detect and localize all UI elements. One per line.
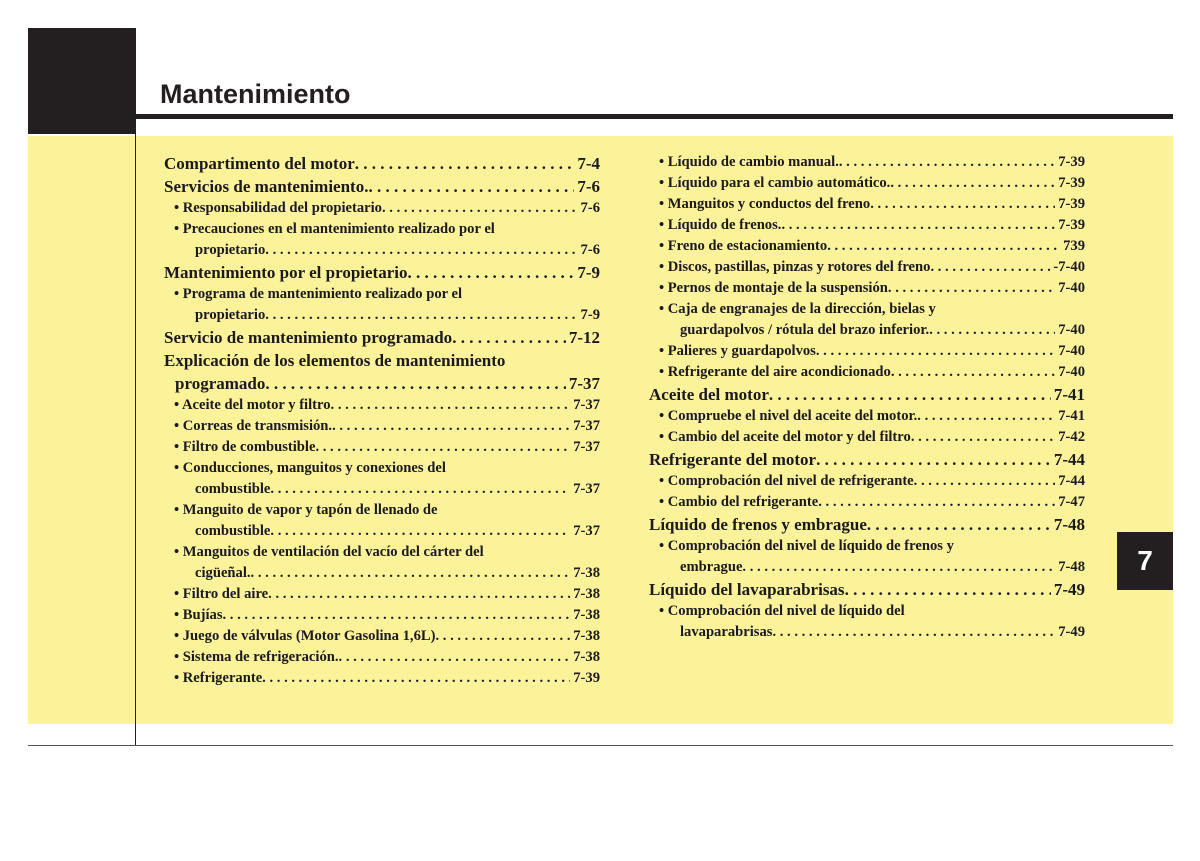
toc-entry[interactable] [164,326,600,349]
toc-entry-page: 7-38 [573,628,600,644]
toc-entry-label: • Precauciones en el mantenimiento realizado por el [174,221,495,237]
toc-entry-page: -7-40 [1053,259,1085,275]
toc-entry[interactable] [649,427,1085,448]
toc-entry [164,500,600,521]
toc-leader-dots [435,626,570,647]
toc-entry[interactable] [164,416,600,437]
toc-entry[interactable] [164,198,600,219]
toc-entry-page: 7-9 [580,307,600,323]
toc-leader-dots [265,372,565,395]
toc-leader-dots [452,326,566,349]
toc-entry [164,458,600,479]
toc-leader-dots [769,383,1051,406]
toc-entry[interactable] [649,257,1085,278]
toc-entry-label: • Cambio del aceite del motor y del filtro [659,429,911,445]
toc-entry-label: • Bujías [174,607,223,623]
toc-entry-label: Servicios de mantenimiento. [164,177,369,196]
toc-entry-label: • Programa de mantenimiento realizado por el [174,286,463,302]
toc-entry-page: 7-38 [573,565,600,581]
toc-entry[interactable] [164,668,600,689]
toc-leader-dots [265,240,577,261]
toc-entry[interactable] [649,622,1085,643]
toc-entry-label: programado [175,374,266,393]
toc-entry-label: • Líquido de cambio manual. [659,154,839,170]
toc-left-column [164,152,600,689]
toc-entry [649,299,1085,320]
toc-entry [164,219,600,240]
toc-leader-dots [223,605,571,626]
toc-entry-label: combustible [195,481,271,497]
toc-entry-page: 7-40 [1058,343,1085,359]
toc-entry[interactable] [649,236,1085,257]
toc-leader-dots [827,236,1060,257]
toc-leader-dots [867,513,1051,536]
toc-entry-label: • Conducciones, manguitos y conexiones del [174,460,446,476]
toc-entry-page: 7-37 [573,418,600,434]
toc-right-column [649,152,1085,643]
toc-entry[interactable] [164,152,600,175]
toc-entry-label: • Correas de transmisión. [174,418,333,434]
toc-entry-page: 739 [1063,238,1085,254]
toc-entry[interactable] [649,320,1085,341]
left-vertical-rule [135,134,136,746]
toc-leader-dots [930,257,1050,278]
toc-leader-dots [408,261,575,284]
toc-entry-label: • Compruebe el nivel del aceite del motor. [659,408,918,424]
toc-entry-label: • Sistema de refrigeración. [174,649,339,665]
toc-entry[interactable] [649,557,1085,578]
toc-entry-label: • Líquido de frenos. [659,217,782,233]
toc-leader-dots [890,173,1055,194]
toc-entry-page: 7-38 [573,649,600,665]
toc-entry-page: 7-37 [573,439,600,455]
toc-entry[interactable] [164,261,600,284]
toc-leader-dots [339,647,571,668]
toc-entry-page: 7-48 [1053,515,1085,534]
toc-entry-label: • Responsabilidad del propietario [174,200,382,216]
toc-entry-page: 7-39 [1058,154,1085,170]
toc-leader-dots [891,362,1055,383]
toc-entry-page: 7-6 [577,177,600,196]
toc-entry[interactable] [164,647,600,668]
toc-entry[interactable] [164,175,600,198]
toc-entry[interactable] [649,341,1085,362]
toc-leader-dots [870,194,1055,215]
toc-entry-label: Líquido del lavaparabrisas [649,580,845,599]
toc-leader-dots [368,175,574,198]
toc-entry-label: • Aceite del motor y filtro [174,397,331,413]
toc-entry-page: 7-49 [1058,624,1085,640]
toc-entry-label: Refrigerante del motor [649,450,817,469]
toc-entry-label: • Freno de estacionamiento [659,238,828,254]
toc-leader-dots [262,668,570,689]
toc-entry-page: 7-6 [580,242,600,258]
toc-entry-page: 7-39 [1058,175,1085,191]
toc-entry[interactable] [164,372,600,395]
toc-entry [164,284,600,305]
toc-entry-label: • Filtro del aire [174,586,269,602]
toc-leader-dots [331,395,571,416]
toc-entry-label: propietario [195,242,266,258]
toc-entry[interactable] [649,448,1085,471]
toc-entry[interactable] [649,152,1085,173]
toc-entry[interactable] [649,406,1085,427]
toc-entry-label: Líquido de frenos y embrague [649,515,867,534]
toc-entry-page: 7-37 [568,374,600,393]
toc-entry-label: guardapolvos / rótula del brazo inferior. [680,322,930,338]
toc-entry-label: Servicio de mantenimiento programado [164,328,453,347]
toc-entry-label: • Líquido para el cambio automático. [659,175,891,191]
toc-entry-label: • Comprobación del nivel de refrigerante [659,473,914,489]
toc-entry[interactable] [649,513,1085,536]
toc-entry[interactable] [649,383,1085,406]
toc-entry[interactable] [649,362,1085,383]
toc-entry[interactable] [164,584,600,605]
toc-entry[interactable] [164,521,600,542]
chapter-tab-number: 7 [1137,545,1153,576]
toc-entry-page: 7-39 [1058,217,1085,233]
toc-leader-dots [355,152,575,175]
toc-leader-dots [251,563,571,584]
toc-entry[interactable] [649,215,1085,236]
toc-leader-dots [772,622,1055,643]
toc-entry-page: 7-38 [573,607,600,623]
toc-leader-dots [845,578,1051,601]
toc-entry-page: 7-40 [1058,322,1085,338]
toc-entry-label: Explicación de los elementos de mantenimiento [164,351,506,370]
toc-entry-label: Aceite del motor [649,385,769,404]
toc-entry[interactable] [649,471,1085,492]
toc-entry-label: lavaparabrisas [680,624,773,640]
toc-entry-page: 7-49 [1053,580,1085,599]
toc-leader-dots [270,521,570,542]
toc-leader-dots [917,406,1055,427]
toc-leader-dots [268,584,570,605]
toc-entry [649,601,1085,622]
toc-entry-page: 7-38 [573,586,600,602]
toc-entry-label: • Refrigerante [174,670,263,686]
toc-entry-label: • Filtro de combustible [174,439,316,455]
toc-leader-dots [888,278,1055,299]
toc-entry-page: 7-44 [1058,473,1085,489]
toc-entry-page: 7-44 [1053,450,1085,469]
toc-leader-dots [839,152,1055,173]
toc-leader-dots [818,492,1055,513]
toc-entry-label: • Manguitos y conductos del freno [659,196,871,212]
toc-entry-page: 7-48 [1058,559,1085,575]
title-rule [136,114,1173,119]
toc-entry[interactable] [164,563,600,584]
toc-entry-page: 7-9 [577,263,600,282]
toc-entry-label: • Manguito de vapor y tapón de llenado de [174,502,438,518]
toc-entry-page: 7-41 [1058,408,1085,424]
toc-leader-dots [781,215,1055,236]
toc-entry-label: • Pernos de montaje de la suspensión [659,280,888,296]
toc-leader-dots [742,557,1055,578]
toc-entry-page: 7-40 [1058,364,1085,380]
toc-entry-label: • Comprobación del nivel de líquido de frenos y [659,538,954,554]
toc-entry-label: Compartimento del motor [164,154,355,173]
toc-entry-page: 7-39 [573,670,600,686]
toc-entry-page: 7-12 [568,328,600,347]
toc-leader-dots [914,471,1056,492]
toc-entry[interactable] [649,194,1085,215]
toc-entry-label: • Cambio del refrigerante [659,494,819,510]
toc-entry-page: 7-37 [573,397,600,413]
toc-entry [164,542,600,563]
header-black-block [28,28,136,134]
toc-leader-dots [929,320,1055,341]
toc-leader-dots [816,341,1055,362]
toc-entry[interactable] [649,278,1085,299]
toc-entry[interactable] [164,605,600,626]
toc-leader-dots [270,479,570,500]
toc-entry[interactable] [164,305,600,326]
toc-entry[interactable] [649,173,1085,194]
bottom-rule [28,745,1173,746]
toc-entry[interactable] [649,492,1085,513]
toc-entry-page: 7-37 [573,481,600,497]
toc-entry-label: propietario [195,307,266,323]
toc-entry[interactable] [164,626,600,647]
toc-entry [649,536,1085,557]
toc-entry-page: 7-47 [1058,494,1085,510]
toc-entry-page: 7-37 [573,523,600,539]
toc-leader-dots [816,448,1051,471]
toc-entry-page: 7-6 [580,200,600,216]
toc-entry[interactable] [649,578,1085,601]
toc-leader-dots [911,427,1055,448]
toc-entry-page: 7-39 [1058,196,1085,212]
toc-entry-label: • Palieres y guardapolvos [659,343,816,359]
page-title: Mantenimiento [160,79,351,109]
toc-entry-page: 7-40 [1058,280,1085,296]
toc-entry[interactable] [164,395,600,416]
toc-entry-page: 7-42 [1058,429,1085,445]
toc-entry-label: • Refrigerante del aire acondicionado [659,364,891,380]
toc-entry-label: • Juego de válvulas (Motor Gasolina 1,6L) [174,628,436,644]
toc-entry-label: • Caja de engranajes de la dirección, bielas y [659,301,936,317]
toc-entry-label: Mantenimiento por el propietario [164,263,408,282]
toc-entry[interactable] [164,437,600,458]
toc-entry [164,349,600,372]
toc-entry[interactable] [164,479,600,500]
toc-leader-dots [382,198,578,219]
toc-leader-dots [332,416,570,437]
toc-entry-label: cigüeñal. [195,565,251,581]
toc-entry-page: 7-41 [1053,385,1085,404]
toc-entry[interactable] [164,240,600,261]
toc-entry-label: • Manguitos de ventilación del vacío del cárter del [174,544,484,560]
toc-entry-label: • Discos, pastillas, pinzas y rotores del freno [659,259,931,275]
toc-leader-dots [315,437,570,458]
toc-leader-dots [265,305,577,326]
toc-entry-label: embrague [680,559,743,575]
chapter-tab[interactable] [1117,532,1173,590]
toc-entry-page: 7-4 [577,154,600,173]
toc-entry-label: • Comprobación del nivel de líquido del [659,603,905,619]
toc-entry-label: combustible [195,523,271,539]
